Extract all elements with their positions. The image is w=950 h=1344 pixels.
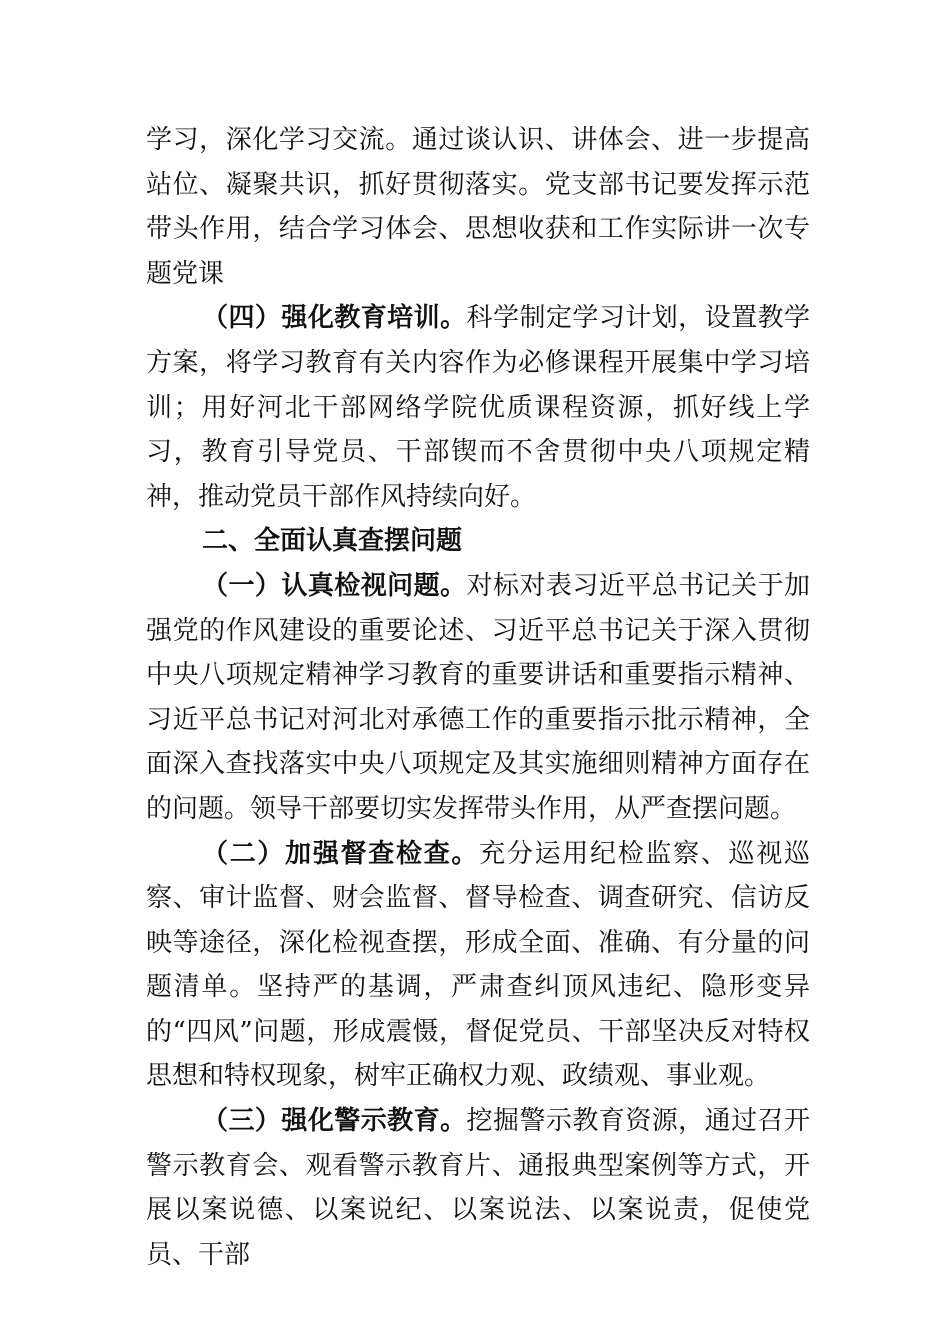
paragraph-text: 学习，深化学习交流。通过谈认识、讲体会、进一步提高站位、凝聚共识，抓好贯彻落实。党支部书记要发挥示范带头作用，结合学习体会、思想收获和工作实际讲一次专题党课: [146, 125, 810, 289]
paragraph-text: 科学制定学习计划，设置教学方案，将学习教育有关内容作为必修课程开展集中学习培训；用好河北干部网络学院优质课程资源，抓好线上学习，教育引导党员、干部锲而不舍贯彻中央八项规定精神，推动党员干部作风持续向好。: [146, 303, 810, 512]
paragraph-lead: （四）强化教育培训。: [202, 303, 467, 334]
paragraph-examine-problems: [146, 564, 810, 832]
paragraph-lead: （二）加强督查检查。: [202, 838, 480, 869]
paragraph-education-training: [146, 296, 810, 519]
paragraph-warning-education: [146, 1099, 810, 1277]
paragraph-lead: （三）强化警示教育。: [202, 1106, 467, 1137]
document-body: [146, 118, 810, 1277]
paragraph-text: 充分运用纪检监察、巡视巡察、审计监督、财会监督、督导检查、调查研究、信访反映等途径，深化检视查摆，形成全面、准确、有分量的问题清单。坚持严的基调，严肃查纠顶风违纪、隐形变异的“四风”问题，形成震慑，督促党员、干部坚决反对特权思想和特权现象，树牢正确权力观、政绩观、事业观。: [146, 838, 810, 1092]
paragraph-text: 对标对表习近平总书记关于加强党的作风建设的重要论述、习近平总书记关于深入贯彻中央八项规定精神学习教育的重要讲话和重要指示精神、习近平总书记对河北对承德工作的重要指示批示精神，全面深入查找落实中央八项规定及其实施细则精神方面存在的问题。领导干部要切实发挥带头作用，从严查摆问题。: [146, 570, 810, 824]
paragraph-supervision-inspection: [146, 832, 810, 1100]
paragraph-lead: （一）认真检视问题。: [202, 570, 467, 601]
paragraph-text: 挖掘警示教育资源，通过召开警示教育会、观看警示教育片、通报典型案例等方式，开展以案说德、以案说纪、以案说法、以案说责，促使党员、干部: [146, 1106, 810, 1270]
paragraph-continuation: [146, 118, 810, 296]
section-heading: 二、全面认真查摆问题: [202, 526, 463, 557]
